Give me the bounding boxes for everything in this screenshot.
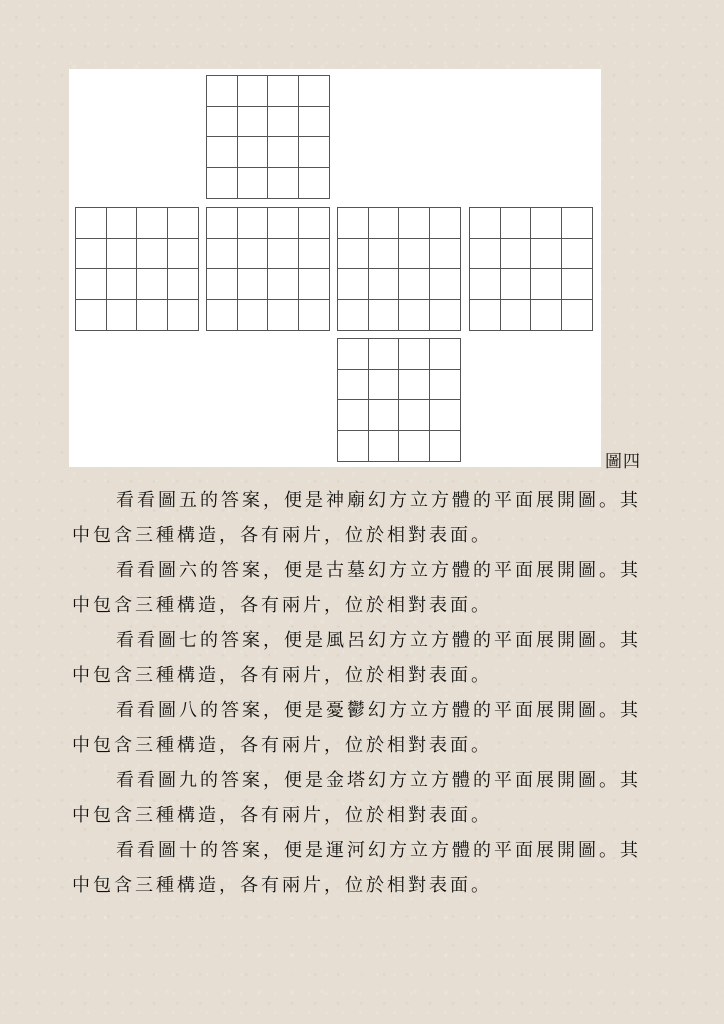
- grid-cell: [430, 300, 461, 331]
- grid-cell: [207, 300, 238, 331]
- grid-cell: [531, 269, 562, 300]
- grid-cell: [238, 168, 269, 199]
- grid-cell: [470, 208, 501, 239]
- grid-cell: [299, 168, 330, 199]
- grid-cell: [207, 269, 238, 300]
- grid-cell: [430, 269, 461, 300]
- grid-cell: [107, 300, 138, 331]
- net-face-top: [206, 75, 330, 199]
- grid-cell: [399, 400, 430, 431]
- grid-cell: [168, 300, 199, 331]
- grid-cell: [107, 239, 138, 270]
- grid-cell: [137, 239, 168, 270]
- grid-cell: [501, 208, 532, 239]
- grid-cell: [470, 269, 501, 300]
- grid-cell: [369, 339, 400, 370]
- grid-cell: [268, 208, 299, 239]
- grid-cell: [430, 370, 461, 401]
- grid-cell: [531, 300, 562, 331]
- grid-cell: [430, 208, 461, 239]
- paragraph: 看看圖九的答案，便是金塔幻方立方體的平面展開圖。其 中包含三種構造，各有兩片，位於相對表面。: [72, 770, 641, 826]
- grid-cell: [338, 339, 369, 370]
- grid-cell: [238, 208, 269, 239]
- body-text: [72, 483, 662, 903]
- grid-cell: [137, 269, 168, 300]
- grid-cell: [338, 269, 369, 300]
- grid-cell: [369, 239, 400, 270]
- grid-cell: [268, 300, 299, 331]
- grid-cell: [207, 107, 238, 138]
- grid-cell: [369, 269, 400, 300]
- grid-cell: [369, 208, 400, 239]
- grid-cell: [207, 137, 238, 168]
- grid-cell: [207, 168, 238, 199]
- grid-cell: [299, 269, 330, 300]
- grid-cell: [299, 137, 330, 168]
- grid-cell: [107, 269, 138, 300]
- grid-cell: [268, 239, 299, 270]
- grid-cell: [268, 168, 299, 199]
- grid-cell: [338, 370, 369, 401]
- paragraph: 看看圖六的答案，便是古墓幻方立方體的平面展開圖。其 中包含三種構造，各有兩片，位於相對表面。: [72, 560, 641, 616]
- grid-cell: [430, 431, 461, 462]
- grid-cell: [501, 239, 532, 270]
- net-face-front: [206, 207, 330, 331]
- grid-cell: [399, 239, 430, 270]
- grid-cell: [562, 300, 593, 331]
- grid-cell: [299, 300, 330, 331]
- grid-cell: [168, 239, 199, 270]
- grid-cell: [470, 300, 501, 331]
- grid-cell: [430, 400, 461, 431]
- grid-cell: [207, 239, 238, 270]
- grid-cell: [338, 239, 369, 270]
- net-face-bottom: [337, 338, 461, 462]
- figure-caption: 圖四: [605, 452, 641, 472]
- grid-cell: [338, 400, 369, 431]
- grid-cell: [207, 76, 238, 107]
- grid-cell: [430, 239, 461, 270]
- grid-cell: [501, 269, 532, 300]
- grid-cell: [399, 370, 430, 401]
- grid-cell: [531, 239, 562, 270]
- grid-cell: [238, 107, 269, 138]
- grid-cell: [76, 269, 107, 300]
- grid-cell: [238, 300, 269, 331]
- grid-cell: [137, 208, 168, 239]
- cube-net-figure: [69, 69, 601, 467]
- paragraph: 看看圖五的答案，便是神廟幻方立方體的平面展開圖。其 中包含三種構造，各有兩片，位於相對表面。: [72, 490, 641, 546]
- grid-cell: [238, 76, 269, 107]
- grid-cell: [399, 300, 430, 331]
- grid-cell: [76, 239, 107, 270]
- grid-cell: [399, 339, 430, 370]
- grid-cell: [338, 431, 369, 462]
- net-face-right: [337, 207, 461, 331]
- grid-cell: [268, 137, 299, 168]
- grid-cell: [562, 239, 593, 270]
- grid-cell: [238, 137, 269, 168]
- grid-cell: [76, 300, 107, 331]
- grid-cell: [369, 431, 400, 462]
- grid-cell: [338, 300, 369, 331]
- paragraph: 看看圖八的答案，便是憂鬱幻方立方體的平面展開圖。其 中包含三種構造，各有兩片，位於相對表面。: [72, 700, 641, 756]
- grid-cell: [207, 208, 238, 239]
- grid-cell: [299, 76, 330, 107]
- grid-cell: [531, 208, 562, 239]
- grid-cell: [399, 269, 430, 300]
- grid-cell: [501, 300, 532, 331]
- grid-cell: [137, 300, 168, 331]
- net-face-left: [75, 207, 199, 331]
- paragraph: 看看圖七的答案，便是風呂幻方立方體的平面展開圖。其 中包含三種構造，各有兩片，位於相對表面。: [72, 630, 641, 686]
- grid-cell: [299, 208, 330, 239]
- grid-cell: [299, 107, 330, 138]
- net-face-back: [469, 207, 593, 331]
- grid-cell: [299, 239, 330, 270]
- grid-cell: [238, 269, 269, 300]
- grid-cell: [369, 400, 400, 431]
- grid-cell: [238, 239, 269, 270]
- grid-cell: [369, 370, 400, 401]
- grid-cell: [268, 107, 299, 138]
- grid-cell: [562, 208, 593, 239]
- grid-cell: [107, 208, 138, 239]
- grid-cell: [399, 208, 430, 239]
- grid-cell: [268, 269, 299, 300]
- grid-cell: [470, 239, 501, 270]
- grid-cell: [430, 339, 461, 370]
- grid-cell: [76, 208, 107, 239]
- grid-cell: [399, 431, 430, 462]
- grid-cell: [168, 208, 199, 239]
- grid-cell: [268, 76, 299, 107]
- paragraph: 看看圖十的答案，便是運河幻方立方體的平面展開圖。其 中包含三種構造，各有兩片，位於相對表面。: [72, 840, 641, 896]
- grid-cell: [338, 208, 369, 239]
- grid-cell: [168, 269, 199, 300]
- grid-cell: [369, 300, 400, 331]
- grid-cell: [562, 269, 593, 300]
